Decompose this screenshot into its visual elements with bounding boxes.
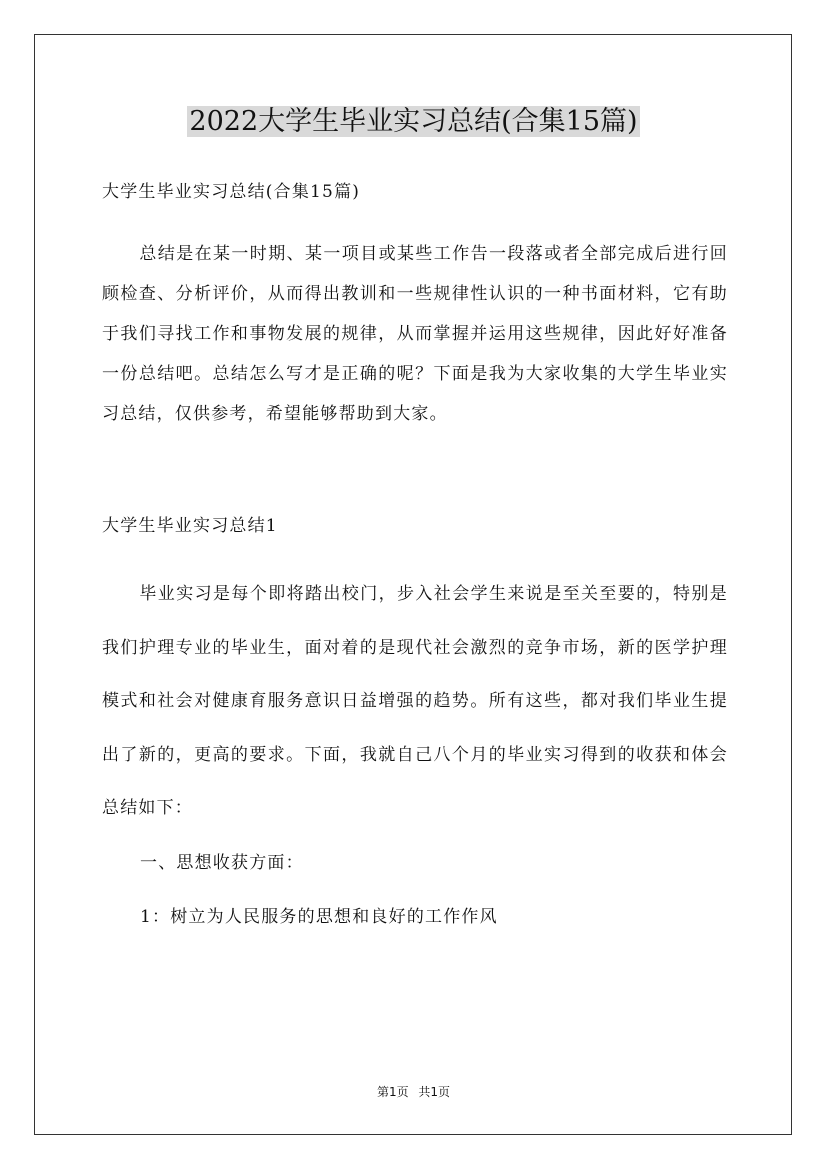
document-title xyxy=(0,100,827,144)
document-body xyxy=(102,170,728,944)
list-item: 1：树立为人民服务的思想和良好的工作作风 xyxy=(140,906,498,927)
section-gap xyxy=(102,434,728,498)
page-footer xyxy=(0,1082,827,1102)
page-total: 共1页 xyxy=(418,1085,451,1099)
list-item: 一、思想收获方面： xyxy=(140,852,304,873)
page-number: 第1页 xyxy=(376,1085,409,1099)
section1-heading: 大学生毕业实习总结1 xyxy=(102,516,278,536)
intro-paragraph: 总结是在某一时期、某一项目或某些工作告一段落或者全部完成后进行回顾检查、分析评价，从而得出教训和一些规律性认识的一种书面材料，它有助于我们寻找工作和事物发展的规律，从而掌握并运用这些规律，因此好好准备一份总结吧。总结怎么写才是正确的呢？下面是我为大家收集的大学生毕业实习总结，仅供参考，希望能够帮助到大家。 xyxy=(102,244,728,424)
document-title-text: 2022大学生毕业实习总结(合集15篇) xyxy=(189,106,638,137)
section1-paragraph: 毕业实习是每个即将踏出校门，步入社会学生来说是至关至要的，特别是我们护理专业的毕业生，面对着的是现代社会激烈的竞争市场，新的医学护理模式和社会对健康育服务意识日益增强的趋势。所有这些，都对我们毕业生提出了新的，更高的要求。下面，我就自己八个月的毕业实习得到的收获和体会总结如下： xyxy=(102,584,728,818)
document-subtitle: 大学生毕业实习总结(合集15篇) xyxy=(102,182,361,202)
